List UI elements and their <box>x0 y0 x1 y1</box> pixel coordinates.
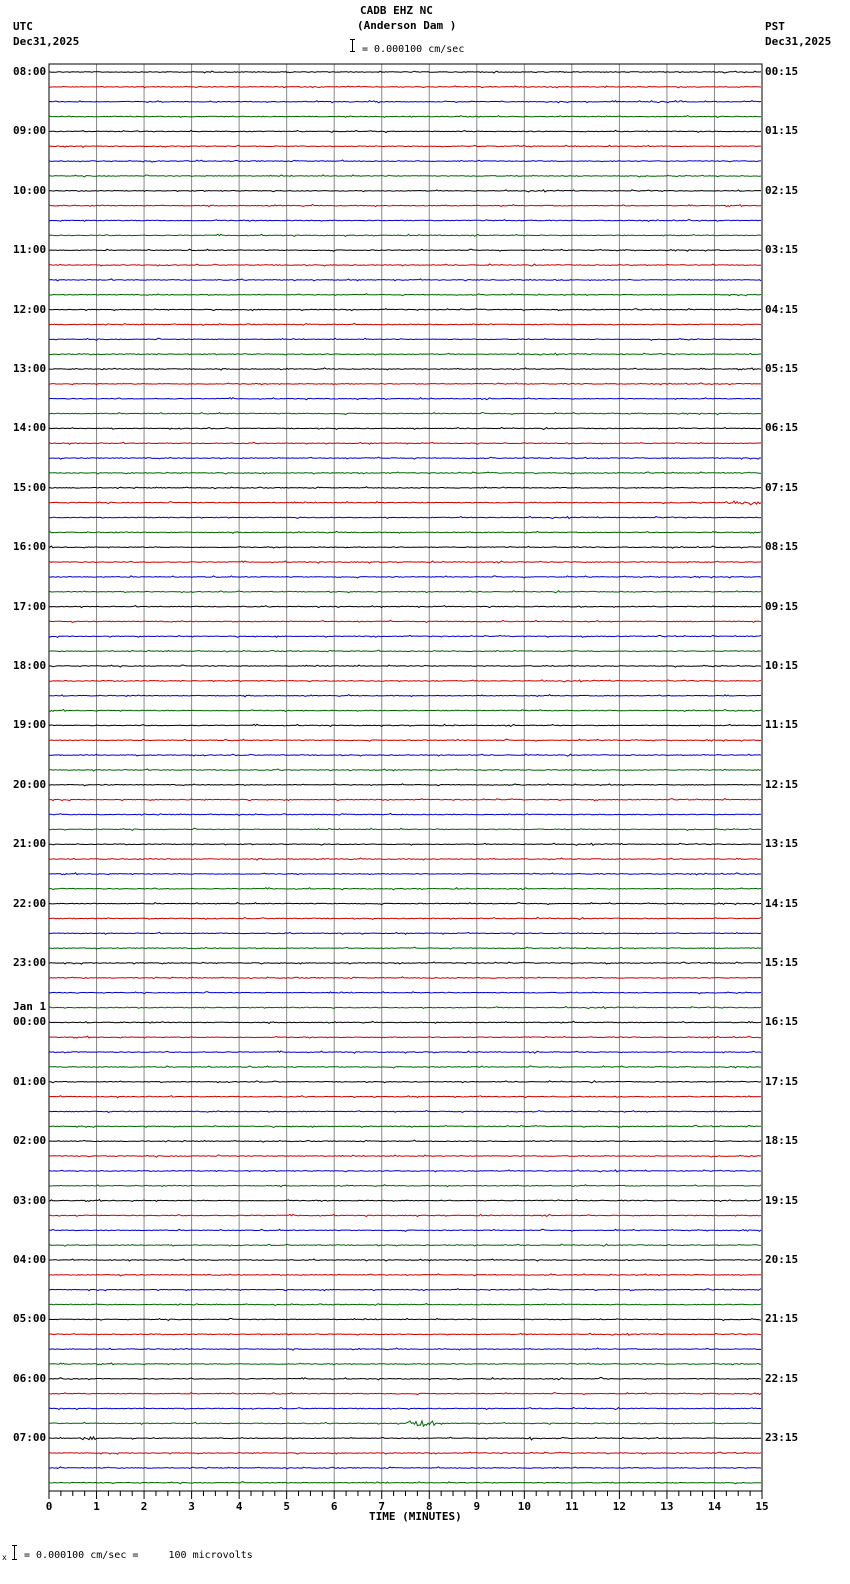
utc-hour-label: 11:00 <box>13 243 47 257</box>
trace-row-0 <box>49 71 761 73</box>
trace-row-30 <box>49 517 761 519</box>
utc-hour-label: 02:00 <box>13 1134 47 1148</box>
trace-row-27 <box>49 472 761 474</box>
trace-row-88 <box>49 1377 761 1380</box>
trace-row-49 <box>49 799 761 801</box>
trace-row-12 <box>49 249 761 251</box>
utc-hour-label: 12:00 <box>13 302 47 316</box>
trace-row-62 <box>49 992 761 994</box>
pst-hour-label: 11:15 <box>765 718 799 732</box>
x-tick-label-3: 3 <box>188 1500 195 1513</box>
utc-hour-label: 14:00 <box>13 421 47 435</box>
pst-hour-label: 07:15 <box>765 480 799 494</box>
trace-row-1 <box>49 86 761 88</box>
trace-row-32 <box>49 546 761 548</box>
minute-grid <box>49 64 762 1491</box>
utc-hour-label: 09:00 <box>13 124 47 138</box>
trace-row-18 <box>49 338 761 340</box>
utc-hour-label: 23:00 <box>13 956 47 969</box>
trace-row-41 <box>49 680 761 682</box>
trace-row-29 <box>49 501 761 505</box>
utc-hour-label: 15:00 <box>13 480 47 494</box>
pst-hour-label: 14:15 <box>765 896 799 910</box>
trace-row-16 <box>49 309 761 311</box>
trace-row-31 <box>49 531 761 533</box>
trace-row-67 <box>49 1066 761 1068</box>
trace-row-79 <box>49 1244 761 1246</box>
trace-row-82 <box>49 1289 761 1291</box>
right-timezone: PST <box>765 20 785 33</box>
trace-row-54 <box>49 873 761 875</box>
trace-row-6 <box>49 160 761 162</box>
trace-row-91 <box>49 1421 761 1427</box>
date-change-label: Jan 1 <box>13 1000 47 1014</box>
trace-row-52 <box>49 843 761 845</box>
x-tick-label-13: 13 <box>660 1500 674 1513</box>
utc-hour-label: 06:00 <box>13 1371 47 1385</box>
utc-hour-label: 17:00 <box>13 599 47 613</box>
trace-row-69 <box>49 1096 761 1098</box>
pst-hour-label: 00:15 <box>765 65 799 78</box>
x-tick-label-6: 6 <box>330 1500 338 1513</box>
x-tick-label-1: 1 <box>93 1500 100 1513</box>
trace-row-48 <box>49 784 761 786</box>
trace-row-72 <box>49 1140 761 1142</box>
trace-row-74 <box>49 1170 761 1172</box>
trace-row-39 <box>49 650 761 652</box>
trace-row-63 <box>49 1007 761 1009</box>
trace-row-38 <box>49 635 761 637</box>
pst-hour-label: 09:15 <box>765 599 799 613</box>
footer-scale-bar-icon <box>12 1545 17 1560</box>
pst-hour-label: 03:15 <box>765 243 799 257</box>
trace-row-89 <box>49 1393 761 1395</box>
trace-row-13 <box>49 264 761 266</box>
trace-row-37 <box>49 620 761 622</box>
trace-row-33 <box>49 561 761 563</box>
trace-row-71 <box>49 1125 761 1127</box>
trace-row-17 <box>49 323 761 325</box>
utc-hour-label: 20:00 <box>13 777 47 791</box>
trace-row-26 <box>49 457 761 459</box>
footer-scale-text: = 0.000100 cm/sec = 100 microvolts <box>24 1550 253 1561</box>
trace-row-3 <box>49 116 761 118</box>
scale-label: = 0.000100 cm/sec <box>362 44 465 55</box>
utc-hour-label: 16:00 <box>13 540 47 554</box>
utc-hour-label: 13:00 <box>13 362 47 375</box>
x-tick-label-11: 11 <box>565 1500 579 1513</box>
trace-row-45 <box>49 739 761 741</box>
trace-row-95 <box>49 1482 761 1484</box>
trace-row-59 <box>49 947 761 949</box>
pst-hour-label: 18:15 <box>765 1134 799 1148</box>
utc-hour-label: 22:00 <box>13 896 47 910</box>
footer-scale-prefix: x <box>2 1553 7 1562</box>
trace-row-22 <box>49 398 761 400</box>
trace-row-93 <box>49 1452 761 1454</box>
pst-hour-label: 16:15 <box>765 1015 799 1029</box>
x-tick-label-7: 7 <box>378 1500 386 1513</box>
utc-hour-label: 18:00 <box>13 659 47 672</box>
trace-row-14 <box>49 279 761 281</box>
utc-hour-label: 10:00 <box>13 183 47 197</box>
trace-row-81 <box>49 1274 761 1276</box>
trace-row-80 <box>49 1259 761 1261</box>
trace-row-61 <box>49 977 761 979</box>
trace-row-46 <box>49 754 761 756</box>
station-title: CADB EHZ NC <box>360 4 433 17</box>
trace-row-84 <box>49 1318 761 1320</box>
pst-hour-label: 22:15 <box>765 1371 799 1385</box>
x-tick-label-5: 5 <box>283 1500 290 1513</box>
trace-row-36 <box>49 606 761 608</box>
trace-row-87 <box>49 1363 761 1365</box>
pst-hour-label: 01:15 <box>765 124 799 138</box>
utc-hour-label: 21:00 <box>13 837 47 851</box>
pst-hour-label: 13:15 <box>765 837 799 851</box>
pst-hour-label: 04:15 <box>765 302 799 316</box>
utc-hour-label: 08:00 <box>13 65 47 78</box>
trace-row-24 <box>49 427 761 429</box>
trace-row-75 <box>49 1185 761 1187</box>
pst-hour-label: 23:15 <box>765 1431 799 1445</box>
trace-row-64 <box>49 1021 761 1023</box>
trace-row-44 <box>49 724 761 726</box>
x-axis-label: TIME (MINUTES) <box>369 1510 462 1523</box>
trace-row-11 <box>49 234 761 236</box>
pst-hour-label: 12:15 <box>765 777 799 791</box>
trace-row-4 <box>49 130 761 132</box>
trace-row-7 <box>49 175 761 177</box>
x-tick-label-2: 2 <box>140 1500 148 1513</box>
trace-row-73 <box>49 1155 761 1157</box>
x-tick-label-9: 9 <box>473 1500 481 1513</box>
trace-row-21 <box>49 383 761 385</box>
right-date: Dec31,2025 <box>765 35 832 48</box>
trace-row-42 <box>49 695 761 697</box>
left-timezone: UTC <box>13 20 33 33</box>
trace-row-40 <box>49 665 761 667</box>
x-tick-label-10: 10 <box>517 1500 531 1513</box>
trace-row-90 <box>49 1408 761 1410</box>
trace-row-70 <box>49 1111 761 1113</box>
trace-row-66 <box>49 1051 761 1053</box>
pst-hour-label: 17:15 <box>765 1074 799 1088</box>
pst-hour-label: 02:15 <box>765 183 799 197</box>
trace-row-23 <box>49 413 761 415</box>
trace-row-76 <box>49 1200 761 1202</box>
trace-row-94 <box>49 1467 761 1469</box>
trace-row-10 <box>49 219 761 221</box>
trace-row-65 <box>49 1036 761 1038</box>
pst-hour-label: 20:15 <box>765 1253 799 1266</box>
trace-row-92 <box>49 1437 761 1440</box>
trace-row-77 <box>49 1214 761 1216</box>
trace-row-35 <box>49 591 761 593</box>
trace-row-20 <box>49 368 761 370</box>
trace-row-15 <box>49 294 761 296</box>
trace-row-51 <box>49 828 761 830</box>
pst-hour-label: 21:15 <box>765 1312 799 1326</box>
utc-hour-label: 04:00 <box>13 1253 47 1266</box>
pst-hour-label: 10:15 <box>765 659 799 672</box>
x-tick-label-0: 0 <box>45 1500 53 1513</box>
utc-hour-label: 07:00 <box>13 1431 47 1445</box>
trace-row-53 <box>49 858 761 860</box>
utc-hour-label: 03:00 <box>13 1193 47 1207</box>
trace-group <box>49 71 761 1484</box>
trace-row-5 <box>49 145 761 147</box>
x-tick-label-12: 12 <box>612 1500 627 1513</box>
pst-hour-label: 05:15 <box>765 362 799 375</box>
pst-hour-label: 08:15 <box>765 540 799 554</box>
x-tick-label-14: 14 <box>707 1500 722 1513</box>
trace-row-58 <box>49 932 761 934</box>
trace-row-57 <box>49 917 761 919</box>
trace-row-60 <box>49 962 761 964</box>
trace-row-34 <box>49 576 761 578</box>
left-date: Dec31,2025 <box>13 35 80 48</box>
trace-row-83 <box>49 1304 761 1306</box>
trace-row-86 <box>49 1348 761 1350</box>
trace-row-25 <box>49 442 761 444</box>
trace-row-9 <box>49 205 761 207</box>
pst-hour-label: 15:15 <box>765 956 799 969</box>
x-tick-label-4: 4 <box>235 1500 243 1513</box>
trace-row-78 <box>49 1229 761 1231</box>
trace-row-56 <box>49 903 761 905</box>
pst-hour-label: 06:15 <box>765 421 799 435</box>
utc-hour-label: 05:00 <box>13 1312 47 1326</box>
station-location: (Anderson Dam ) <box>357 19 457 32</box>
trace-row-19 <box>49 353 761 355</box>
trace-row-50 <box>49 813 761 815</box>
utc-hour-label: 01:00 <box>13 1074 47 1088</box>
utc-hour-label: 00:00 <box>13 1015 47 1029</box>
trace-row-28 <box>49 487 761 489</box>
trace-row-43 <box>49 710 761 712</box>
trace-row-8 <box>49 190 761 192</box>
pst-hour-label: 19:15 <box>765 1193 799 1207</box>
trace-row-68 <box>49 1081 761 1083</box>
x-tick-label-8: 8 <box>425 1500 433 1513</box>
trace-row-2 <box>49 101 761 103</box>
trace-row-55 <box>49 888 761 890</box>
trace-row-47 <box>49 769 761 771</box>
plot-frame <box>49 64 762 1491</box>
x-tick-label-15: 15 <box>755 1500 769 1513</box>
trace-row-85 <box>49 1333 761 1335</box>
utc-hour-label: 19:00 <box>13 718 47 732</box>
